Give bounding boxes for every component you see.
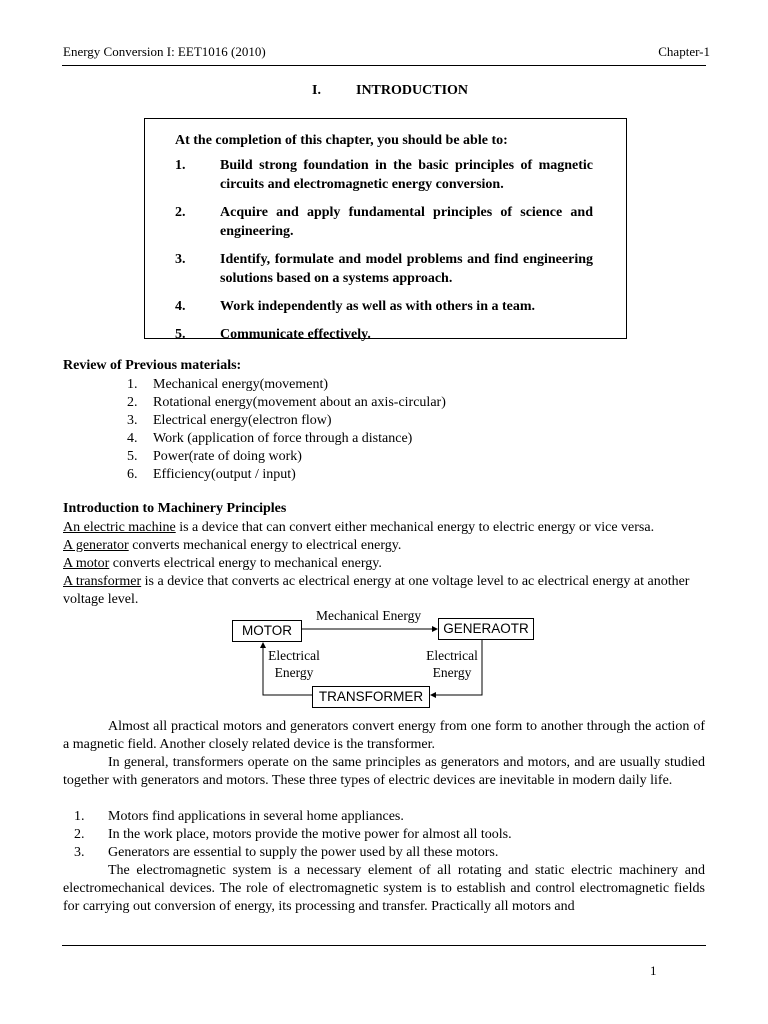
page-number: 1 (650, 963, 657, 978)
footer-rule (62, 945, 706, 946)
objectives-intro: At the completion of this chapter, you should be able to: (175, 133, 508, 148)
title-text: INTRODUCTION (356, 83, 469, 98)
term-transformer: A transformer (63, 574, 142, 589)
application-item (74, 826, 512, 844)
application-item (74, 808, 512, 826)
objective-text: Work independently as well as with others in a team. (220, 299, 536, 314)
application-number: 2. (74, 827, 85, 842)
diagram-electrical-right-label (420, 647, 484, 681)
application-number: 1. (74, 809, 85, 824)
review-item (63, 430, 446, 448)
review-item (63, 448, 446, 466)
diagram-mechanical-label: Mechanical Energy (316, 608, 422, 623)
label-line: Energy (274, 665, 314, 680)
objective-number: 1. (175, 158, 186, 173)
definition-motor (63, 555, 705, 573)
header-rule (62, 65, 706, 66)
objectives-box (144, 118, 627, 342)
label-line: Energy (432, 665, 472, 680)
header-chapter: Chapter-1 (658, 44, 710, 59)
definition-text: is a device that converts ac electrical energy at one voltage level to ac electrical energy at another voltage level. (63, 574, 690, 607)
review-item (63, 394, 446, 412)
application-item (74, 844, 512, 862)
diagram-motor-box: MOTOR (232, 620, 302, 642)
definition-electric-machine (63, 519, 705, 537)
objective-text: Build strong foundation in the basic principles of magnetic circuits and electromagnetic energy conversion. (220, 158, 593, 192)
header-course: Energy Conversion I: EET1016 (2010) (63, 44, 266, 59)
review-number: 4. (127, 431, 138, 446)
objectives-list (175, 156, 593, 353)
review-item (63, 412, 446, 430)
objective-text: Communicate effectively. (220, 327, 371, 342)
term-motor: A motor (63, 556, 110, 571)
definition-transformer (63, 573, 705, 609)
review-text: Electrical energy(electron flow) (153, 413, 332, 428)
application-text: Generators are essential to supply the power used by all these motors. (108, 845, 499, 860)
review-text: Rotational energy(movement about an axis-circular) (153, 395, 446, 410)
label-line: Electrical (268, 648, 320, 663)
review-number: 1. (127, 377, 138, 392)
paragraph-text: Almost all practical motors and generators convert energy from one form to another through the action of a magnetic field. Another closely related device is the transformer. (63, 719, 705, 752)
diagram-electrical-left-label (262, 647, 326, 681)
objective-item (175, 156, 593, 194)
paragraph-3 (63, 862, 705, 916)
machinery-heading: Introduction to Machinery Principles (63, 501, 287, 516)
review-text: Power(rate of doing work) (153, 449, 302, 464)
review-number: 2. (127, 395, 138, 410)
definition-text: converts mechanical energy to electrical energy. (128, 538, 402, 553)
review-text: Work (application of force through a distance) (153, 431, 413, 446)
objective-number: 5. (175, 327, 186, 342)
review-heading: Review of Previous materials: (63, 358, 242, 373)
review-list (63, 376, 446, 484)
objective-item (175, 325, 593, 344)
term-generator: A generator (63, 538, 129, 553)
review-text: Efficiency(output / input) (153, 467, 296, 482)
title-number: I. (312, 83, 321, 98)
objective-number: 2. (175, 205, 186, 220)
page-title (312, 83, 468, 99)
objective-item (175, 250, 593, 288)
objective-text: Acquire and apply fundamental principles of science and engineering. (220, 205, 593, 239)
paragraph-text: In general, transformers operate on the same principles as generators and motors, and are usually studied together with generators and motors. These three types of electric devices are inevitable in modern daily life. (63, 755, 705, 788)
paragraph-text: The electromagnetic system is a necessary element of all rotating and static electric machinery and electromechanical devices. The role of electromagnetic system is to establish and control electromagnetic fields for carrying out conversion of energy, its processing and transfer. Practically all motors and (63, 863, 705, 914)
application-number: 3. (74, 845, 85, 860)
objective-text: Identify, formulate and model problems and find engineering solutions based on a systems approach. (220, 252, 593, 286)
definition-generator (63, 537, 705, 555)
paragraph-2 (63, 754, 705, 790)
paragraph-1 (63, 718, 705, 754)
review-number: 6. (127, 467, 138, 482)
objective-item (175, 203, 593, 241)
objective-number: 4. (175, 299, 186, 314)
diagram-transformer-box: TRANSFORMER (312, 686, 430, 708)
label-line: Electrical (426, 648, 478, 663)
objective-item (175, 297, 593, 316)
diagram-generator-box: GENERAOTR (438, 618, 534, 640)
review-text: Mechanical energy(movement) (153, 377, 329, 392)
definition-text: is a device that can convert either mechanical energy to electric energy or vice versa. (175, 520, 655, 535)
review-number: 5. (127, 449, 138, 464)
objective-number: 3. (175, 252, 186, 267)
application-text: In the work place, motors provide the motive power for almost all tools. (108, 827, 512, 842)
application-text: Motors find applications in several home appliances. (108, 809, 404, 824)
review-item (63, 376, 446, 394)
arrowhead-transformer (430, 692, 436, 698)
review-item (63, 466, 446, 484)
review-number: 3. (127, 413, 138, 428)
definition-text: converts electrical energy to mechanical energy. (109, 556, 382, 571)
applications-list (74, 808, 512, 862)
term-electric-machine: An electric machine (63, 520, 176, 535)
